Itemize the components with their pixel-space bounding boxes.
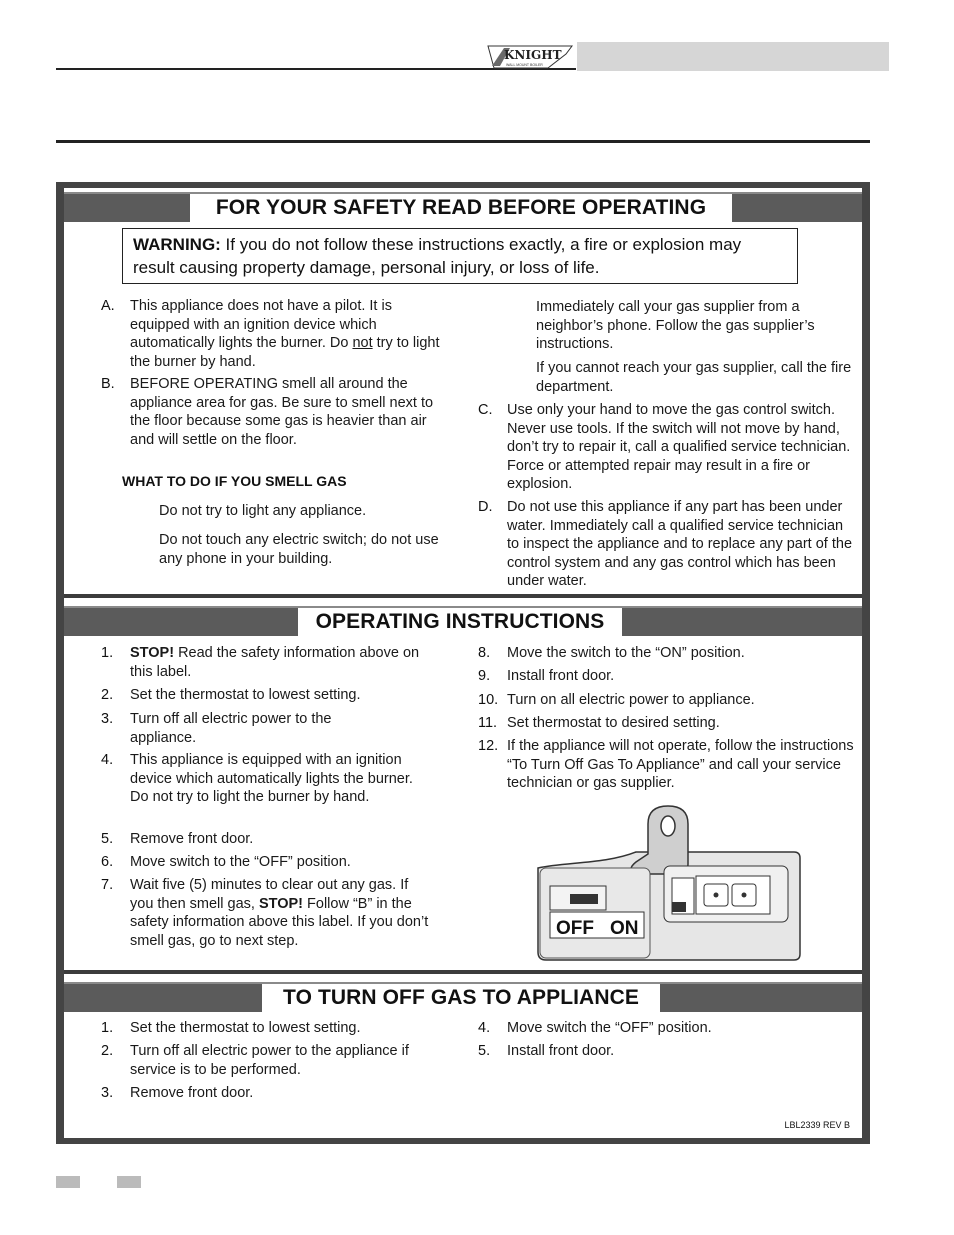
op-step-9: Install front door.	[507, 668, 615, 684]
smell-step-2: Do not touch any electric switch; do not use any phone in your building.	[159, 532, 439, 567]
op-step-num: 11.	[478, 715, 498, 731]
safety-label-panel	[56, 182, 870, 1144]
op-step-num: 6.	[101, 854, 114, 870]
off-step-4: Move switch the “OFF” position.	[507, 1020, 712, 1036]
label-code: LBL2339 REV B	[784, 1120, 850, 1130]
off-step-num: 5.	[478, 1043, 491, 1059]
op-step-num: 7.	[101, 877, 114, 893]
op-step-4: This appliance is equipped with an ignition device which automatically lights the burner. Do not try to light the burner by hand.	[130, 752, 413, 806]
label-inner	[64, 188, 862, 1138]
header-bar	[577, 42, 889, 71]
op-step-num: 2.	[101, 687, 114, 703]
turnoff-title: TO TURN OFF GAS TO APPLIANCE	[262, 984, 660, 1012]
op-step-8: Move the switch to the “ON” position.	[507, 645, 745, 661]
op-step-num: 12.	[478, 738, 499, 754]
op-step-10: Turn on all electric power to appliance.	[507, 692, 755, 708]
footer-marker-left	[56, 1176, 80, 1188]
op-step-7-a: Wait five (5) minutes to clear out any gas. If you then smell gas,	[130, 877, 409, 912]
safety-item-a-pre: This appliance does not have a pilot. It is equipped with an ignition device which automatically lights the burner. Do	[130, 298, 392, 352]
footer-marker-right	[117, 1176, 141, 1188]
off-step-num: 3.	[101, 1085, 114, 1101]
op-step-1	[130, 644, 430, 681]
gas-control-illustration	[526, 804, 806, 964]
item-letter-c: C.	[478, 402, 493, 418]
safety-item-c: Use only your hand to move the gas control switch. Never use tools. If the switch will not move by hand, don’t try to repair it, call a qualified service technician. Force or attempted repair may result in a fire or explosion.	[507, 402, 851, 493]
section-divider	[64, 594, 862, 598]
smell-step-3: Immediately call your gas supplier from a neighbor’s phone. Follow the gas supplier’s instructions.	[536, 299, 815, 353]
logo-text: KNIGHT	[504, 48, 562, 62]
safety-band	[64, 192, 862, 222]
off-step-5: Install front door.	[507, 1043, 615, 1059]
op-step-2: Set the thermostat to lowest setting.	[130, 687, 361, 703]
safety-item-a	[130, 297, 440, 371]
warning-label: WARNING:	[133, 235, 221, 254]
op-step-1-stop: STOP!	[130, 645, 175, 661]
switch-on-label: ON	[610, 918, 639, 939]
operating-band	[64, 606, 862, 636]
op-step-7-b: Follow “B” in the safety information above this label. If you don’t smell gas, go to next step.	[130, 895, 429, 949]
off-step-num: 1.	[101, 1020, 114, 1036]
safety-item-a-not: not	[352, 335, 373, 352]
off-step-num: 4.	[478, 1020, 491, 1036]
smell-step-1: Do not try to light any appliance.	[159, 503, 367, 519]
op-step-num: 10.	[478, 692, 499, 708]
knight-logo	[486, 42, 576, 70]
safety-item-b: BEFORE OPERATING smell all around the appliance area for gas. Be sure to smell next to the floor because some gas is heavier than air and will settle on the floor.	[130, 376, 434, 448]
op-step-3: Turn off all electric power to the appliance.	[130, 711, 332, 746]
op-step-11: Set thermostat to desired setting.	[507, 715, 720, 731]
op-step-num: 9.	[478, 668, 491, 684]
off-step-num: 2.	[101, 1043, 114, 1059]
operating-title: OPERATING INSTRUCTIONS	[298, 608, 622, 636]
warning-text: If you do not follow these instructions exactly, a fire or explosion may result causing property damage, personal injury, or loss of life.	[133, 235, 742, 277]
op-step-num: 5.	[101, 831, 114, 847]
op-step-7-stop: STOP!	[258, 895, 304, 912]
safety-title: FOR YOUR SAFETY READ BEFORE OPERATING	[190, 194, 732, 222]
item-letter-d: D.	[478, 499, 493, 515]
safety-item-a-post: try to light the burner by hand.	[130, 335, 440, 370]
op-step-num: 8.	[478, 645, 491, 661]
warning-box	[122, 228, 798, 284]
op-step-5: Remove front door.	[130, 831, 254, 847]
smell-step-4: If you cannot reach your gas supplier, call the fire department.	[536, 360, 852, 395]
smell-gas-heading: WHAT TO DO IF YOU SMELL GAS	[122, 473, 347, 489]
op-step-1-text: Read the safety information above on this label.	[130, 645, 420, 680]
op-step-6: Move switch to the “OFF” position.	[130, 854, 351, 870]
op-step-12: If the appliance will not operate, follow the instructions “To Turn Off Gas To Appliance” and call your service technician or gas supplier.	[507, 738, 854, 792]
off-step-1: Set the thermostat to lowest setting.	[130, 1020, 361, 1036]
switch-lever	[570, 894, 598, 904]
item-letter-a: A.	[101, 298, 115, 314]
safety-item-d: Do not use this appliance if any part has been under water. Immediately call a qualified service technician to inspect the appliance and to replace any part of the control system and any gas control which has been under water.	[507, 499, 853, 590]
switch-off-label: OFF	[556, 918, 594, 939]
turnoff-band	[64, 982, 862, 1012]
section-rule	[56, 140, 870, 143]
off-step-3: Remove front door.	[130, 1085, 254, 1101]
op-step-num: 1.	[101, 645, 114, 661]
op-step-num: 3.	[101, 711, 114, 727]
op-step-7	[130, 876, 432, 950]
logo-subtext: WALL MOUNT BOILER	[506, 63, 543, 67]
off-step-2: Turn off all electric power to the appliance if service is to be performed.	[130, 1043, 409, 1078]
item-letter-b: B.	[101, 376, 115, 392]
op-step-num: 4.	[101, 752, 114, 768]
section-divider	[64, 970, 862, 974]
